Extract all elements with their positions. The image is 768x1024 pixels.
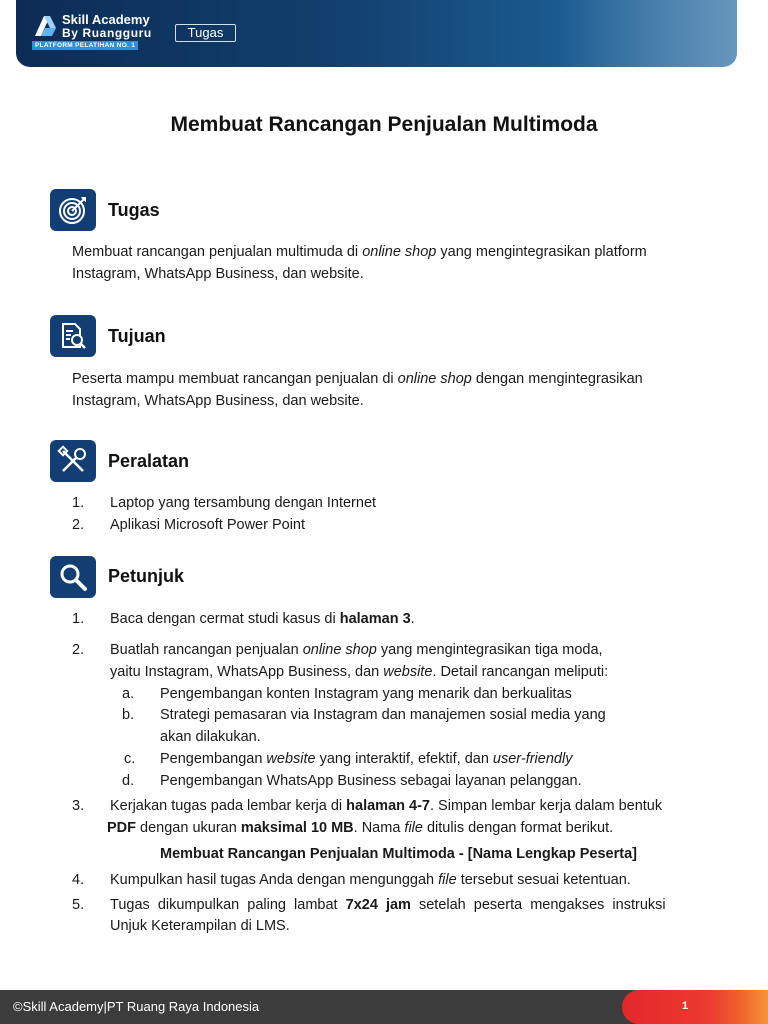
step-3-number: 3. bbox=[72, 798, 85, 814]
step-4-number: 4. bbox=[72, 872, 85, 888]
step-2-sub-b-letter: b. bbox=[122, 707, 135, 723]
step-2-sub-a-text: Pengembangan konten Instagram yang menarik dan berkualitas bbox=[160, 686, 572, 702]
step-2-sub-b-line-2: akan dilakukan. bbox=[160, 729, 261, 745]
peralatan-item-1: Laptop yang tersambung dengan Internet bbox=[110, 495, 377, 511]
step-2-line-2: yaitu Instagram, WhatsApp Business, dan website. Detail rancangan meliputi: bbox=[110, 664, 609, 680]
step-3-file-format: Membuat Rancangan Penjualan Multimoda - [Nama Lengkap Peserta] bbox=[160, 846, 637, 862]
step-5-line-2: Unjuk Keterampilan di LMS. bbox=[110, 918, 290, 934]
footer-copyright: ©Skill Academy|PT Ruang Raya Indonesia bbox=[13, 999, 260, 1014]
header-banner bbox=[16, 0, 737, 67]
step-2-sub-d-letter: d. bbox=[122, 773, 135, 789]
skill-academy-logo-icon bbox=[32, 14, 58, 38]
page-number: 1 bbox=[682, 1000, 689, 1012]
step-5-line-1: Tugas dikumpulkan paling lambat 7x24 jam setelah peserta mengakses instruksi bbox=[110, 897, 666, 913]
section-heading-peralatan: Peralatan bbox=[108, 451, 190, 471]
tugas-badge: Tugas bbox=[175, 24, 236, 42]
document-search-icon bbox=[50, 315, 96, 357]
page-number-pill bbox=[622, 990, 768, 1024]
tugas-description: Membuat rancangan penjualan multimuda di online shop yang mengintegrasikan platform Instagram, WhatsApp Business, dan website. bbox=[72, 244, 647, 282]
peralatan-item-1-number: 1. bbox=[72, 495, 85, 511]
section-heading-petunjuk: Petunjuk bbox=[108, 566, 185, 586]
target-icon bbox=[50, 189, 96, 231]
step-2-number: 2. bbox=[72, 642, 85, 658]
step-5-number: 5. bbox=[72, 897, 85, 913]
section-heading-tugas: Tugas bbox=[108, 200, 160, 220]
step-3-line-2: PDF dengan ukuran maksimal 10 MB. Nama file ditulis dengan format berikut. bbox=[107, 820, 614, 836]
step-2-sub-d-text: Pengembangan WhatsApp Business sebagai layanan pelanggan. bbox=[160, 773, 582, 789]
peralatan-item-2-number: 2. bbox=[72, 517, 85, 533]
step-2-sub-b-line-1: Strategi pemasaran via Instagram dan manajemen sosial media yang bbox=[160, 707, 606, 723]
peralatan-item-2: Aplikasi Microsoft Power Point bbox=[110, 517, 306, 533]
logo-tagline: PLATFORM PELATIHAN NO. 1 bbox=[32, 41, 138, 50]
logo-title: Skill Academy bbox=[62, 12, 150, 27]
magnifier-icon bbox=[50, 556, 96, 598]
tujuan-description: Peserta mampu membuat rancangan penjualan di online shop dengan mengintegrasikan Instagram, WhatsApp Business, dan website. bbox=[72, 371, 643, 409]
step-3-line-1: Kerjakan tugas pada lembar kerja di halaman 4-7. Simpan lembar kerja dalam bentuk bbox=[110, 798, 663, 814]
step-2-sub-c-text: Pengembangan website yang interaktif, efektif, dan user-friendly bbox=[160, 751, 573, 767]
section-heading-tujuan: Tujuan bbox=[108, 326, 166, 346]
logo-subtitle: By Ruangguru bbox=[62, 26, 152, 40]
step-1-text: Baca dengan cermat studi kasus di halaman 3. bbox=[110, 611, 415, 627]
step-2-sub-a-letter: a. bbox=[122, 686, 135, 702]
step-2-line-1: Buatlah rancangan penjualan online shop yang mengintegrasikan tiga moda, bbox=[110, 642, 603, 658]
tools-icon bbox=[50, 440, 96, 482]
step-2-sub-c-letter: c. bbox=[124, 751, 136, 767]
page-title: Membuat Rancangan Penjualan Multimoda bbox=[170, 113, 598, 136]
step-4-text: Kumpulkan hasil tugas Anda dengan mengunggah file tersebut sesuai ketentuan. bbox=[110, 872, 631, 888]
footer-bar bbox=[0, 990, 768, 1024]
banner-pen-illustration bbox=[557, 0, 737, 67]
step-1-number: 1. bbox=[72, 611, 85, 627]
